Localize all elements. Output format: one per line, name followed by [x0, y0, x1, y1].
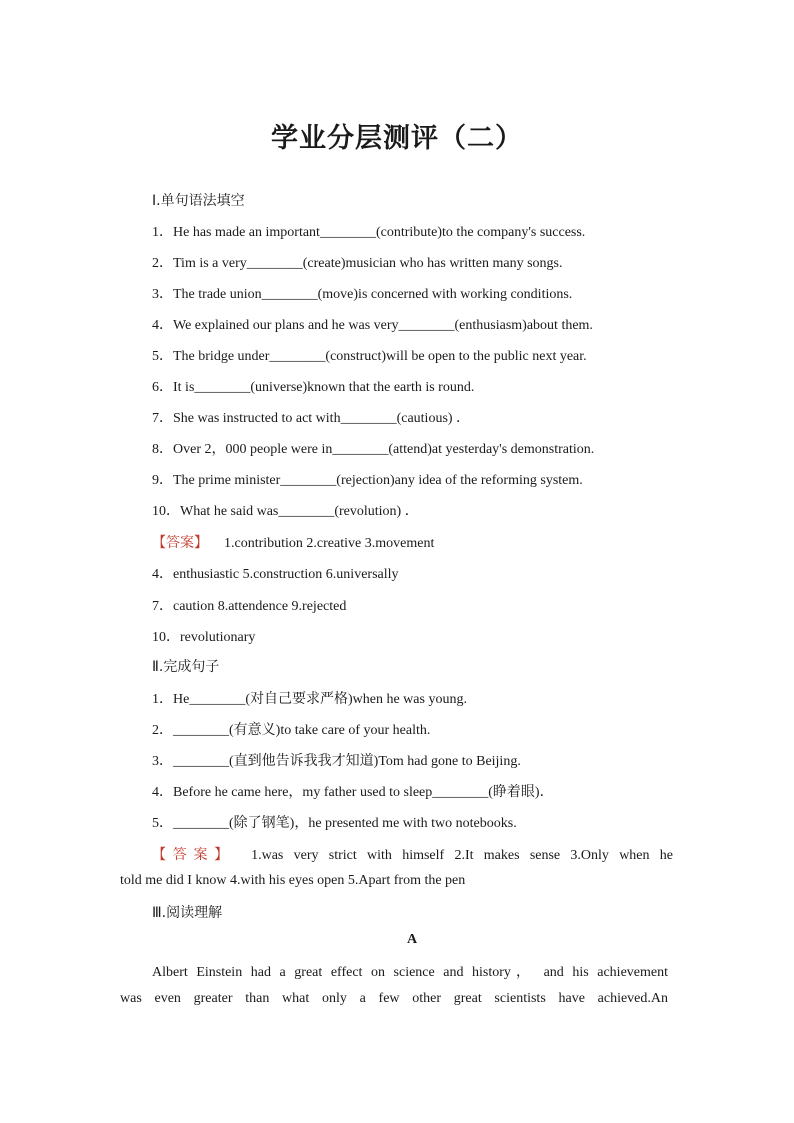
answer-line: 10．revolutionary [152, 630, 256, 645]
answer-line: told me did I know 4.with his eyes open 5.Apart from the pen [120, 873, 466, 888]
question-item: 6．It is________(universe)known that the earth is round. [152, 380, 475, 395]
section-heading-reading: Ⅲ.阅读理解 [152, 905, 223, 921]
answer-tag: 【答案】 [152, 535, 208, 551]
question-item: 7．She was instructed to act with________(cautious) ． [152, 411, 471, 426]
question-item: 1．He has made an important________(contribute)to the company's success. [152, 225, 586, 240]
passage-label: A [406, 932, 418, 947]
answer-line: 7．caution 8.attendence 9.rejected [152, 599, 347, 614]
question-item: 1．He________(对自己要求严格)when he was young. [152, 692, 467, 707]
answer-text: 1.contribution 2.creative 3.movement [224, 536, 435, 551]
question-item: 4．Before he came here，my father used to sleep________(睁着眼)． [152, 785, 554, 800]
answer-tag: 【答案】 [152, 847, 236, 863]
section-heading-grammar: Ⅰ.单句语法填空 [152, 193, 245, 209]
section-heading-complete-sentences: Ⅱ.完成句子 [152, 659, 220, 675]
question-item: 5．________(除了钢笔)，he presented me with two notebooks. [152, 816, 517, 831]
answer-line [152, 844, 673, 864]
question-item: 9．The prime minister________(rejection)any idea of the reforming system. [152, 473, 583, 488]
passage-text: Albert Einstein had a great effect on science and history， and his achievement [152, 965, 668, 980]
question-item: 4．We explained our plans and he was very________(enthusiasm)about them. [152, 318, 593, 333]
page-title: 学业分层测评（二） [271, 123, 523, 154]
question-item: 3．The trade union________(move)is concerned with working conditions. [152, 287, 573, 302]
question-item: 3．________(直到他告诉我我才知道)Tom had gone to Beijing. [152, 754, 521, 769]
answer-text: 1.was very strict with himself 2.It makes sense 3.Only when he [251, 848, 673, 863]
question-item: 5．The bridge under________(construct)will be open to the public next year. [152, 349, 587, 364]
question-item: 2．Tim is a very________(create)musician who has written many songs. [152, 256, 563, 271]
question-item: 2．________(有意义)to take care of your health. [152, 723, 431, 738]
question-item: 8．Over 2，000 people were in________(attend)at yesterday's demonstration. [152, 442, 595, 457]
answer-line: 4．enthusiastic 5.construction 6.universally [152, 567, 399, 582]
answer-line [152, 532, 434, 552]
question-item: 10．What he said was________(revolution) ． [152, 504, 419, 519]
passage-text: was even greater than what only a few other great scientists have achieved.An [120, 991, 668, 1006]
